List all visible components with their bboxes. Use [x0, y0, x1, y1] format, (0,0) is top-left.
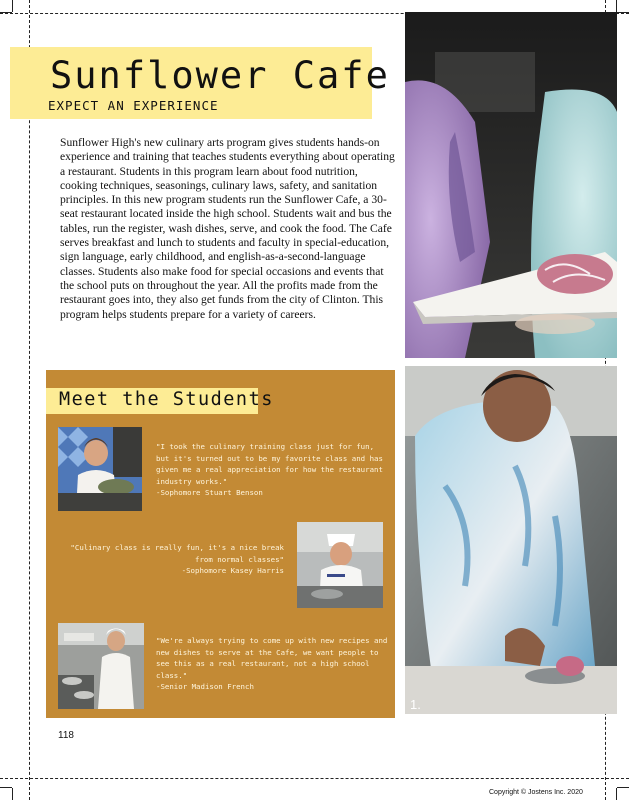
bottom-trim-guide — [0, 778, 629, 779]
quote-attribution: -Sophomore Kasey Harris — [181, 566, 284, 576]
corner-mark — [12, 0, 13, 12]
quote-harris — [62, 542, 284, 577]
copyright-notice: Copyright © Jostens Inc. 2020 — [489, 789, 583, 796]
corner-mark — [0, 12, 12, 13]
quote-text: "We're always trying to come up with new recipes and new dishes to serve at the Cafe, we want people to see this as a real restaurant, not a high school class." — [156, 636, 388, 680]
corner-mark — [616, 788, 617, 800]
left-trim-guide — [29, 0, 30, 800]
student-cooking-photo — [405, 366, 617, 714]
quote-french — [156, 635, 392, 693]
corner-mark — [616, 0, 617, 12]
corner-mark — [617, 787, 629, 788]
quote-text: "Culinary class is really fun, it's a nice break from normal classes" — [70, 543, 284, 564]
photo-number-label: 1. — [410, 697, 421, 712]
meet-students-heading: Meet the Students — [59, 389, 274, 410]
quote-text: "I took the culinary training class just for fun, but it's turned out to be my favorite class and has given me a real appreciation for how the restaurant industry works." — [156, 442, 383, 486]
page-subtitle: EXPECT AN EXPERIENCE — [48, 98, 219, 113]
student-photo-benson — [58, 427, 142, 511]
quote-attribution: -Senior Madison French — [156, 682, 254, 692]
quote-benson — [156, 441, 386, 499]
corner-mark — [617, 12, 629, 13]
student-photo-harris — [297, 522, 383, 608]
student-photo-french — [58, 623, 144, 709]
quote-attribution: -Sophomore Stuart Benson — [156, 488, 263, 498]
serving-plate-photo — [405, 12, 617, 358]
corner-mark — [12, 788, 13, 800]
article-body: Sunflower High's new culinary arts program gives students hands-on experience and training that teaches students everything about operating a restaurant. Students in this program learn about food nutrition, cooking techniques, seasonings, culinary laws, safety, and sanitation principles. In this new program students run the Sunflower Cafe, a 30-seat restaurant located inside the high school. Students wait and bus the tables, run the register, wash dishes, serve, and cook the food. The Cafe serves breakfast and lunch to students and faculty in special-education, sign language, early childhood, and english-as-a-second-language classes. Students also make food for special occasions and events that the school puts on throughout the year. All the profits made from the restaurant goes into, they also get funds from the city of Clinton. This program helps students prepare for a variety of careers. — [60, 136, 395, 321]
corner-mark — [0, 787, 12, 788]
page-number: 118 — [58, 730, 74, 741]
page-title: Sunflower Cafe — [50, 54, 390, 97]
